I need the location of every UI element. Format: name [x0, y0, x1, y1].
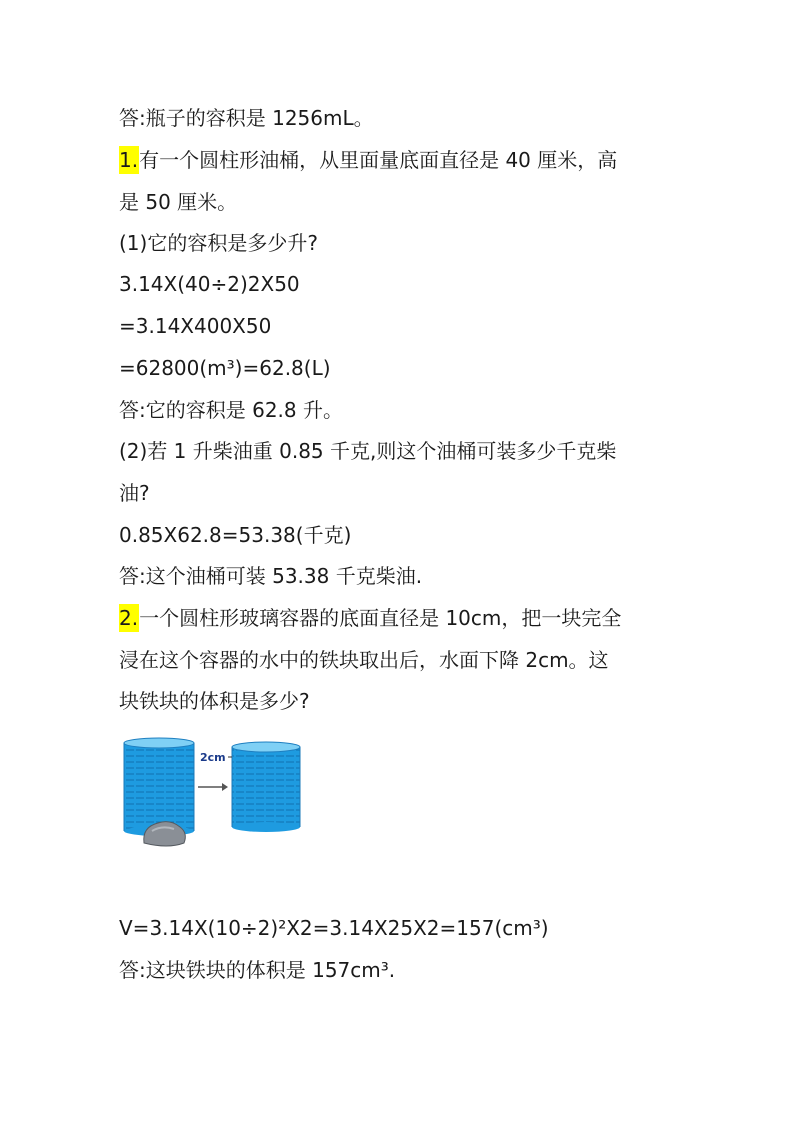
calc-line-2: =3.14X400X50: [119, 314, 272, 338]
problem-2-line-3: 块铁块的体积是多少?: [119, 689, 310, 713]
calc-line-3: =62800(m³)=62.8(L): [119, 356, 331, 380]
question-1-2-line-2: 油?: [119, 481, 150, 505]
cylinder-figure: [118, 735, 308, 850]
problem-2-text: 一个圆柱形玻璃容器的底面直径是 10cm，把一块完全: [139, 606, 622, 630]
drop-label: 2cm: [200, 751, 226, 764]
problem-1-line-1: [119, 146, 617, 174]
left-cylinder: [124, 738, 194, 836]
answer-1-1: 答:它的容积是 62.8 升。: [119, 398, 343, 422]
answer-2: 答:这块铁块的体积是 157cm³.: [119, 958, 396, 982]
arrow-right-icon: [198, 783, 228, 791]
problem-2-line-2: 浸在这个容器的水中的铁块取出后，水面下降 2cm。这: [119, 648, 609, 672]
problem-number-1: 1.: [119, 148, 139, 172]
calc-line-1: 3.14X(40÷2)2X50: [119, 272, 300, 296]
problem-1-text: 有一个圆柱形油桶，从里面量底面直径是 40 厘米，高: [139, 148, 618, 172]
answer-1-2: 答:这个油桶可装 53.38 千克柴油.: [119, 564, 423, 588]
problem-2-line-1: [119, 604, 621, 632]
answer-bottle-volume: 答:瓶子的容积是 1256mL。: [119, 106, 374, 130]
calc-volume: V=3.14X(10÷2)²X2=3.14X25X2=157(cm³): [119, 916, 549, 940]
calc-line-4: 0.85X62.8=53.38(千克): [119, 523, 352, 547]
problem-1-line-2: 是 50 厘米。: [119, 190, 238, 214]
right-cylinder: [232, 742, 300, 832]
problem-number-2: 2.: [119, 606, 139, 630]
question-1-1: (1)它的容积是多少升?: [119, 231, 318, 255]
question-1-2-line-1: (2)若 1 升柴油重 0.85 千克,则这个油桶可装多少千克柴: [119, 439, 617, 463]
